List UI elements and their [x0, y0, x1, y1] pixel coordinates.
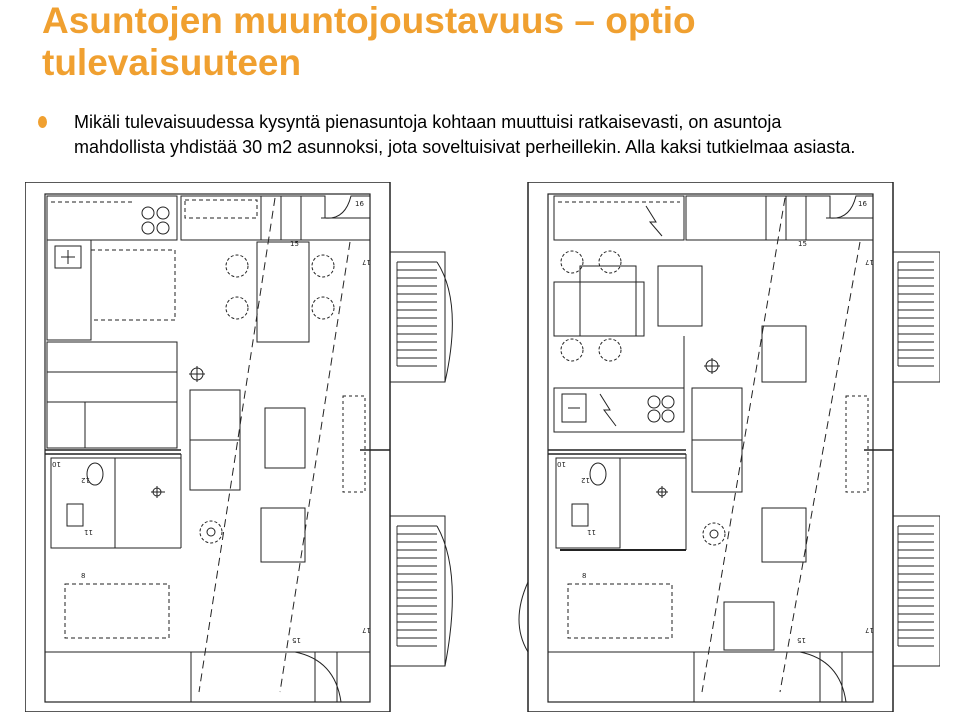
plan-label: 11	[84, 528, 93, 536]
plan-label: 11	[587, 528, 596, 536]
plan-label: 16	[355, 200, 364, 208]
plan-label: 10	[52, 460, 61, 468]
plan-label: 12	[81, 476, 90, 484]
plan-label: 15	[290, 240, 299, 248]
bullet-icon	[38, 116, 47, 128]
balcony-bottom	[390, 516, 445, 666]
plan-label: 17	[362, 626, 371, 634]
bullet-text-line-2: mahdollista yhdistää 30 m2 asunnoksi, jota soveltuisivat perheillekin. Alla kaksi tutkielmaa asiasta.	[74, 137, 856, 157]
plan-label: 15	[292, 636, 301, 644]
floor-plan-right	[500, 182, 940, 712]
plan-label: 17	[865, 258, 874, 266]
balcony-bottom	[893, 516, 940, 666]
plan-label: 16	[858, 200, 867, 208]
plan-label: 8	[582, 572, 587, 580]
slide-title-line-2: tulevaisuuteen	[42, 42, 302, 83]
outer-wall	[528, 182, 893, 712]
slide-title	[42, 0, 942, 84]
balcony-top	[390, 252, 445, 382]
plan-label: 12	[581, 476, 590, 484]
slide-title-line-1: Asuntojen muuntojoustavuus – optio	[42, 0, 696, 41]
plan-label: 17	[865, 626, 874, 634]
plan-label: 10	[557, 460, 566, 468]
outer-wall	[25, 182, 390, 712]
balcony-top	[893, 252, 940, 382]
plan-label: 15	[798, 240, 807, 248]
bullet-text-line-1: Mikäli tulevaisuudessa kysyntä pienasuntoja kohtaan muuttuisi ratkaisevasti, on asuntoja	[74, 112, 782, 132]
plan-label: 15	[797, 636, 806, 644]
bullet-text	[74, 110, 954, 160]
plan-label: 8	[81, 572, 86, 580]
plan-label: 17	[362, 258, 371, 266]
floor-plan-left	[25, 182, 465, 712]
